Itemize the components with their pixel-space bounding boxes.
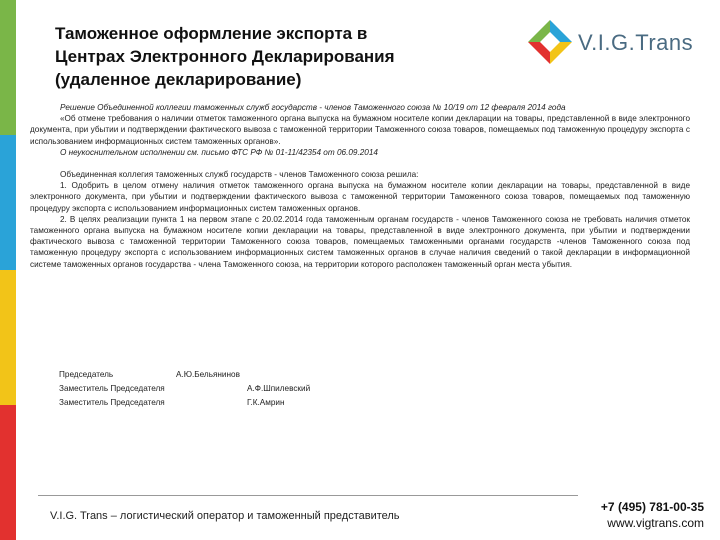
signature-name: А.Ф.Шпилевский	[247, 384, 311, 393]
title-line-3: (удаленное декларирование)	[55, 70, 302, 89]
left-stripe-red	[0, 405, 16, 540]
signature-role: Заместитель Председателя	[59, 398, 165, 407]
signature-role: Председатель	[59, 370, 114, 379]
left-stripe-blue	[0, 135, 16, 270]
decision-reference: Решение Объединенной коллегии таможенных служб государств - членов Таможенного союза № 10/19 от 12 февраля 2014 года	[60, 103, 566, 112]
left-stripe-green	[0, 0, 16, 135]
decision-point-2: 2. В целях реализации пункта 1 на первом этапе с 20.02.2014 года таможенным органам государств - членов Таможенного союза не требовать наличия отметок таможенного органа выпуска на бумажном носителе копии декларации на товары, представленной в виде электронного документа, при убытии и подтверждении фактического вывоза с таможенной территории Таможенного союза товаров, помещаемых таможенными органами государств -членов Таможенного союза под таможенную процедуру экспорта с использованием информационных систем таможенных органов в случае наличия сведений о такой декларации в информационной системе таможенных органов государства - члена Таможенного союза, на территории которого расположен таможенный орган места убытия.	[30, 214, 690, 269]
title-line-2: Центрах Электронного Декларирования	[55, 47, 395, 66]
fts-letter-note: О неукоснительном исполнении см. письмо ФТС РФ № 01-11/42354 от 06.09.2014	[60, 147, 378, 157]
footer-website-link[interactable]: www.vigtrans.com	[607, 516, 704, 530]
decision-point-1: 1. Одобрить в целом отмену наличия отметок таможенного органа выпуска на бумажном носителе копии декларации на товары, представленной в виде электронного документа, при убытии и подтверждении фактического вывоза с таможенной территории Таможенного союза товаров, помещаемых под таможенную процедуру экспорта с использованием информационных систем таможенных органов.	[30, 181, 690, 213]
signature-name: Г.К.Амрин	[247, 398, 285, 407]
document-body	[30, 102, 690, 270]
signature-role: Заместитель Председателя	[59, 384, 165, 393]
title-line-1: Таможенное оформление экспорта в	[55, 24, 368, 43]
logo-text: V.I.G.Trans	[578, 30, 694, 55]
signature-name: А.Ю.Бельянинов	[176, 370, 240, 379]
page-title	[55, 22, 455, 91]
footer-phone: +7 (495) 781-00-35	[600, 500, 704, 514]
company-logo	[526, 18, 696, 66]
footer-tagline: V.I.G. Trans – логистический оператор и таможенный представитель	[50, 510, 400, 522]
left-stripe-yellow	[0, 270, 16, 405]
decision-title: «Об отмене требования о наличии отметок таможенного органа выпуска на бумажном носителе копии декларации на товары, представленной в виде электронного документа, при убытии и подтверждении фактического вывоза с таможенной территории Таможенного союза товаров, помещаемых под таможенную процедуру экспорта с использованием информационных систем таможенных органов».	[30, 114, 690, 146]
logo-mark-icon	[526, 18, 574, 66]
footer-divider	[38, 495, 578, 496]
board-decided: Объединенная коллегия таможенных служб государств - членов Таможенного союза решила:	[60, 170, 419, 180]
